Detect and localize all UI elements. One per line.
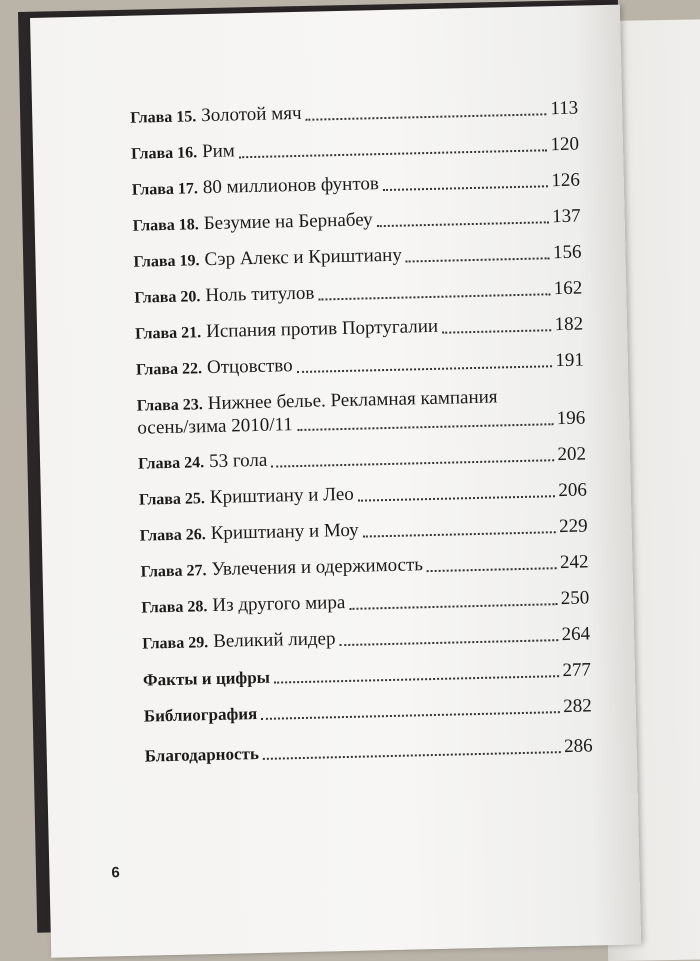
leader-dots [263, 751, 560, 760]
table-of-contents [130, 84, 593, 768]
chapter-label: Глава 21. [135, 324, 202, 343]
page-number: 286 [563, 735, 593, 758]
chapter-label: Глава 18. [132, 216, 199, 235]
section-title: Библиография [143, 704, 258, 726]
chapter-title: Великий лидер [212, 628, 336, 653]
page-number: 277 [562, 659, 592, 682]
page-number: 282 [563, 695, 592, 718]
chapter-title: Криштиану и Лео [209, 483, 355, 509]
chapter-label: Глава 16. [130, 144, 198, 163]
leader-dots [377, 221, 549, 227]
page-number: 206 [558, 479, 588, 502]
page-number: 242 [559, 551, 589, 574]
leader-dots [297, 423, 553, 431]
chapter-label: Глава 28. [141, 598, 208, 617]
chapter-label: Глава 23. [136, 396, 204, 415]
chapter-title: Золотой мяч [201, 102, 302, 127]
page-number: 162 [553, 277, 583, 300]
chapter-title-continued: осень/зима 2010/11 [137, 414, 294, 439]
leader-dots [297, 365, 552, 373]
chapter-title: Ноль титулов [205, 282, 315, 307]
chapter-label: Глава 26. [139, 526, 206, 545]
section-title: Благодарность [144, 743, 260, 766]
page-number: 182 [554, 313, 584, 336]
chapter-title: Криштиану и Моу [210, 519, 359, 545]
page-number: 229 [558, 515, 588, 538]
page-number: 191 [555, 349, 585, 372]
chapter-label: Глава 15. [130, 108, 197, 127]
page-number: 202 [557, 443, 587, 466]
page-number: 196 [556, 407, 586, 430]
section-title: Факты и цифры [142, 667, 271, 690]
chapter-label: Глава 20. [134, 288, 201, 307]
chapter-label: Глава 25. [138, 490, 206, 509]
contents-page [30, 5, 641, 958]
chapter-label: Глава 29. [142, 634, 209, 653]
leader-dots [318, 293, 549, 300]
chapter-title: Рим [201, 140, 236, 163]
leader-dots [442, 329, 551, 333]
page-number: 126 [551, 169, 581, 192]
leader-dots [363, 531, 556, 537]
leader-dots [406, 257, 549, 262]
leader-dots [306, 113, 547, 120]
page-number: 113 [550, 97, 579, 120]
leader-dots [383, 185, 548, 191]
page-folio-number: 6 [111, 864, 120, 882]
page-number: 156 [552, 241, 582, 264]
leader-dots [358, 495, 555, 501]
chapter-title: Отцовство [206, 355, 293, 379]
chapter-label: Глава 24. [137, 454, 205, 473]
chapter-label: Глава 19. [133, 252, 200, 271]
chapter-title: Сэр Алекс и Криштиану [204, 244, 403, 271]
page-number: 264 [561, 623, 591, 646]
chapter-title: 80 миллионов фунтов [202, 173, 380, 199]
leader-dots [427, 567, 556, 572]
chapter-label: Глава 22. [135, 360, 203, 379]
chapter-title: Безумие на Бернабеу [203, 209, 373, 235]
page-number: 137 [551, 205, 581, 228]
leader-dots [340, 639, 558, 646]
chapter-title: Нижнее белье. Рекламная кампания [207, 386, 498, 415]
chapter-label: Глава 27. [140, 562, 207, 581]
toc-entry[interactable] [136, 372, 585, 440]
chapter-title: Из другого мира [212, 592, 346, 617]
chapter-label: Глава 17. [131, 180, 199, 199]
page-number: 250 [560, 587, 590, 610]
chapter-title: Увлечения и одержимость [211, 554, 424, 581]
chapter-title: Испания против Португалии [205, 315, 439, 343]
page-number: 120 [550, 133, 580, 156]
chapter-title: 53 гола [208, 449, 268, 473]
leader-dots [349, 603, 557, 610]
